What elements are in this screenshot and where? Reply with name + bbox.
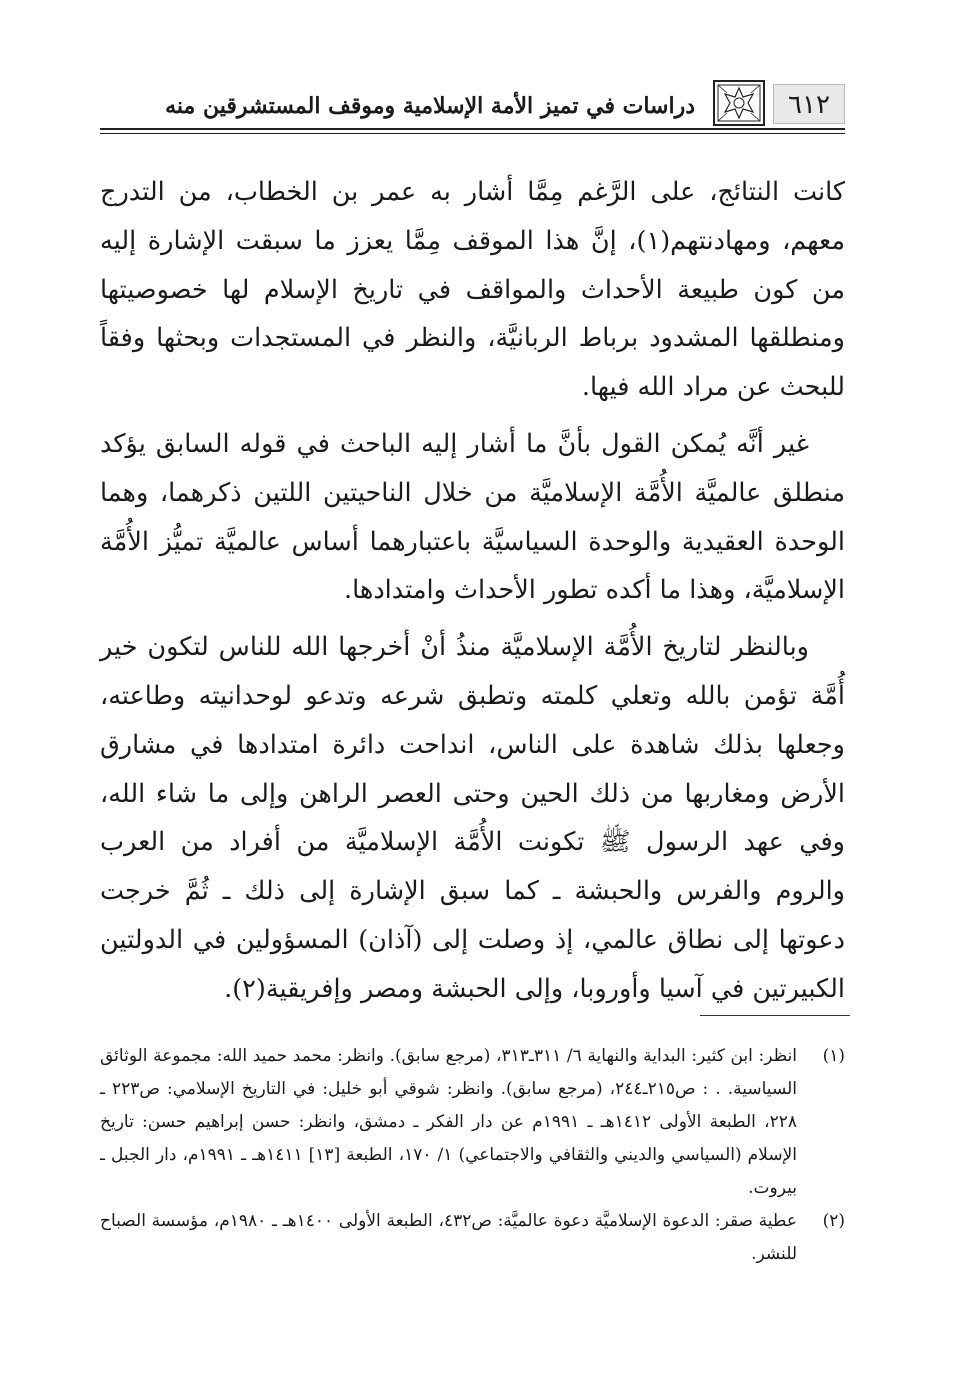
- header-rule: [100, 128, 845, 130]
- footnotes: [100, 1040, 845, 1271]
- paragraph: غير أنَّه يُمكن القول بأنَّ ما أشار إليه الباحث في قوله السابق يؤكد منطلق عالميَّة الأُمَّة الإسلاميَّة من خلال الناحيتين اللتين ذكرهما، وهما الوحدة العقيدية والوحدة السياسيَّة باعتبارهما أساس عالميَّة تميُّز الأُمَّة الإسلاميَّة، وهذا ما أكده تطور الأحداث وامتدادها.: [100, 428, 845, 606]
- main-text: [100, 168, 845, 1014]
- footnote-text: عطية صقر: الدعوة الإسلاميَّة دعوة عالميَّة: ص٤٣٢، الطبعة الأولى ١٤٠٠هـ ـ ١٩٨٠م، مؤسسة الصباح للنشر.: [100, 1211, 798, 1264]
- page-number: ٦١٢: [773, 84, 845, 124]
- footnote-number: (١): [822, 1046, 845, 1066]
- page-header: [100, 80, 845, 132]
- paragraph: وبالنظر لتاريخ الأُمَّة الإسلاميَّة منذُ أنْ أخرجها الله للناس لتكون خير أُمَّة تؤمن بالله وتعلي كلمته وتطبق شرعه وتدعو لوحدانيته وطاعته، وجعلها بذلك شاهدة على الناس، انداحت دائرة امتدادها في مشارق الأرض ومغاربها من ذلك الحين وحتى العصر الراهن وإلى ما شاء الله، وفي عهد الرسول ﷺ تكونت الأُمَّة الإسلاميَّة من أفراد من العرب والروم والفرس والحبشة ـ كما سبق الإشارة إلى ذلك ـ ثُمَّ خرجت دعوتها إلى نطاق عالمي، إذ وصلت إلى (آذان) المسؤولين في الدولتين الكبيرتين في آسيا وأوروبا، وإلى الحبشة ومصر وإفريقية(٢).: [100, 632, 845, 1004]
- footnote-separator: [700, 1015, 850, 1016]
- header-rule-thin: [100, 133, 845, 134]
- star-ornament-icon: [713, 80, 765, 126]
- footnote-text: انظر: ابن كثير: البداية والنهاية ٦/ ٣١١ـ٣١٣، (مرجع سابق). وانظر: محمد حميد الله: مجموعة الوثائق السياسية. . : ص٢١٥ـ٢٤٤، (مرجع سابق). وانظر: شوقي أبو خليل: في التاريخ الإسلامي: ص٢٢٣ ـ ٢٢٨، الطبعة الأولى ١٤١٢هـ ـ ١٩٩١م عن دار الفكر ـ دمشق، وانظر: حسن إبراهيم حسن: تاريخ الإسلام (السياسي والديني والثقافي والاجتماعي) ١/ ١٧٠، الطبعة [١٣] ١٤١١هـ ـ ١٩٩١م، دار الجبل ـ بيروت.: [100, 1046, 798, 1198]
- paragraph: كانت النتائج، على الرَّغم مِمَّا أشار به عمر بن الخطاب، من التدرج معهم، ومهادنتهم(١)، إنَّ هذا الموقف مِمَّا يعزز ما سبقت الإشارة إليه من كون طبيعة الأحداث والمواقف في تاريخ الإسلام لها خصوصيتها ومنطلقها المشدود برباط الربانيَّة، والنظر في المستجدات وبحثها وفقاً للبحث عن مراد الله فيها.: [100, 177, 845, 403]
- footnote-number: (٢): [822, 1211, 845, 1231]
- footnote: [100, 1205, 845, 1271]
- running-title: دراسات في تميز الأمة الإسلامية وموقف المستشرقين منه: [165, 93, 695, 119]
- footnote: [100, 1040, 845, 1205]
